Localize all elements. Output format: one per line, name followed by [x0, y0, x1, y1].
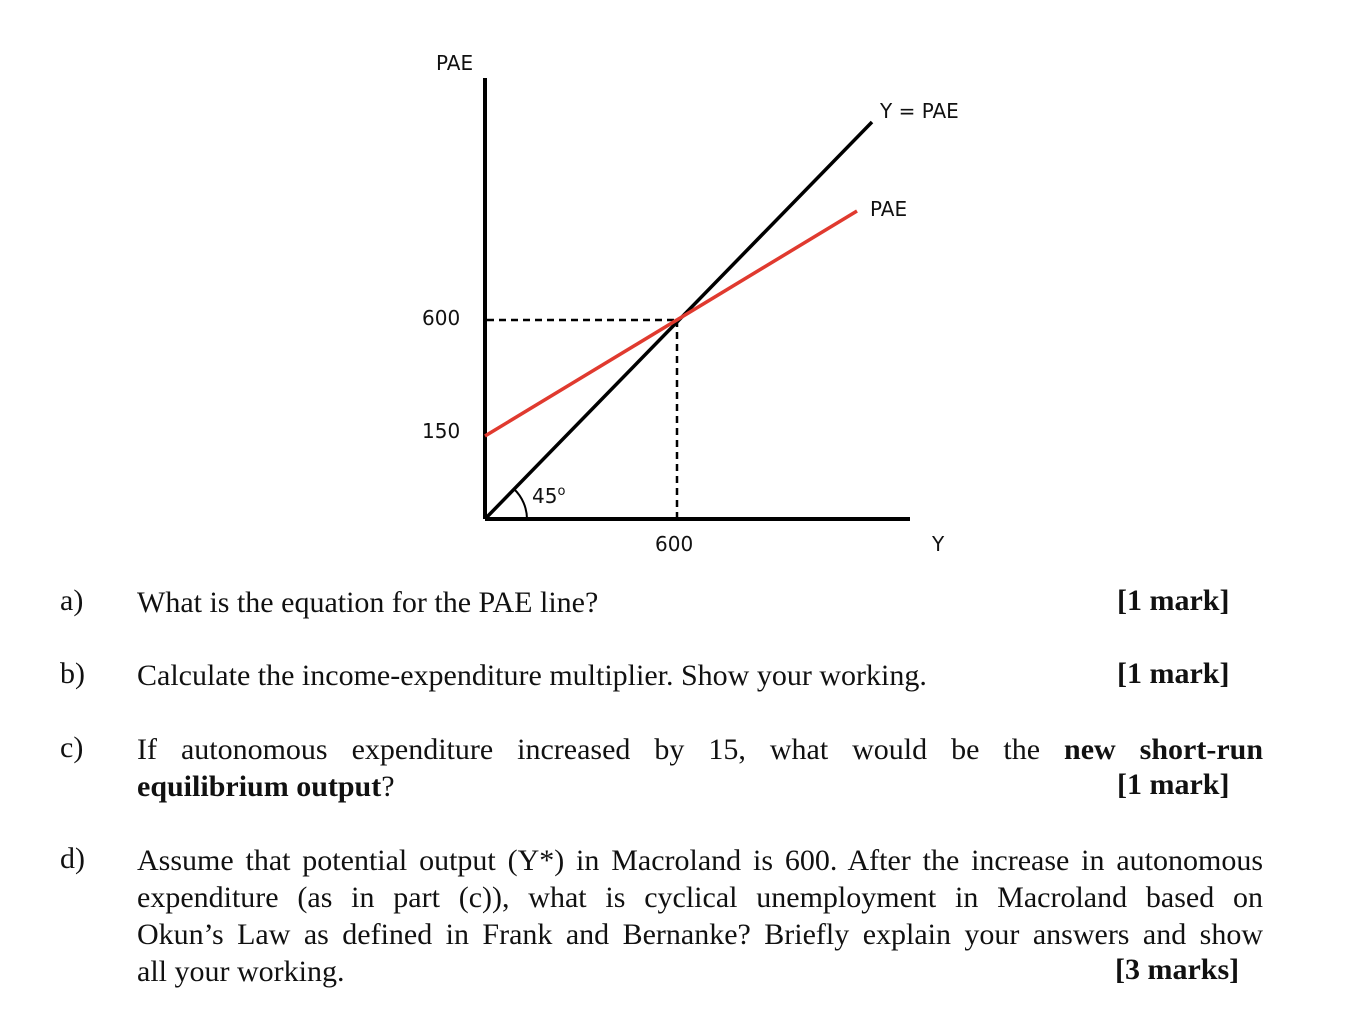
y-tick-600: 600 — [422, 306, 461, 330]
question-a-text: What is the equation for the PAE line? — [137, 586, 599, 619]
question-c-line-1 — [137, 731, 1263, 768]
question-c-marks: [1 mark] — [1117, 768, 1230, 801]
question-d-line-4: all your working. — [137, 955, 345, 988]
pae-line-label: PAE — [870, 197, 908, 221]
x-tick-600: 600 — [655, 532, 694, 556]
question-b-marks: [1 mark] — [1117, 657, 1230, 690]
line-45-label: Y = PAE — [880, 99, 959, 123]
x-axis-label: Y — [932, 532, 945, 556]
question-c-line-2 — [137, 768, 395, 805]
question-c-bold-1: new short-run — [1064, 733, 1264, 766]
question-d-line-3: Okun’s Law as defined in Frank and Bernanke? Briefly explain your answers and show — [137, 918, 1263, 951]
question-c-text-2: ? — [381, 770, 395, 803]
angle-label — [532, 484, 565, 508]
question-c-letter: c) — [60, 731, 84, 764]
question-c-bold-2: equilibrium output — [137, 770, 382, 803]
angle-degree-mark: o — [557, 484, 566, 499]
pae-line — [485, 211, 857, 436]
y-tick-150: 150 — [422, 419, 461, 443]
angle-arc — [514, 489, 527, 519]
question-d-letter: d) — [60, 842, 85, 875]
angle-value: 45 — [532, 484, 558, 508]
question-d-marks: [3 marks] — [1115, 953, 1240, 986]
question-b-letter: b) — [60, 657, 85, 690]
question-d-line-2: expenditure (as in part (c)), what is cyclical unemployment in Macroland based on — [137, 881, 1263, 914]
question-d-line-1: Assume that potential output (Y*) in Macroland is 600. After the increase in autonomous — [137, 844, 1263, 877]
question-c-text-1: If autonomous expenditure increased by 15, what would be the — [137, 733, 1041, 766]
question-a-marks: [1 mark] — [1117, 584, 1230, 617]
question-a-letter: a) — [60, 584, 84, 617]
question-b-text: Calculate the income-expenditure multiplier. Show your working. — [137, 659, 927, 692]
y-axis-label: PAE — [436, 51, 474, 75]
